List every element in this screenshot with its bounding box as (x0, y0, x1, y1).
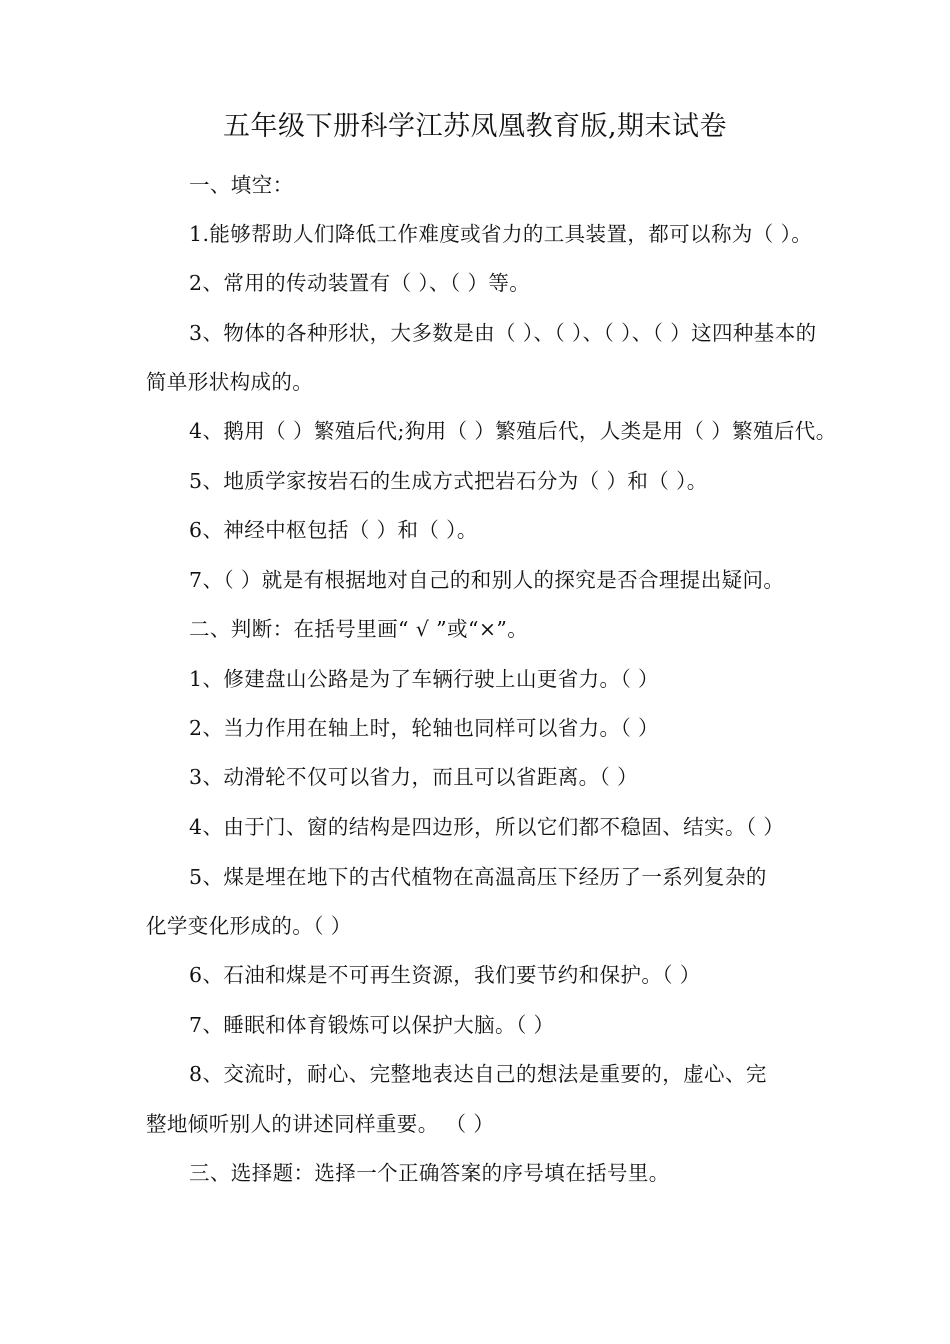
question-line: 8、交流时，耐心、完整地表达自己的想法是重要的，虚心、完 (189, 1062, 767, 1086)
question-line-continuation: 简单形状构成的。 (146, 370, 314, 394)
question-line: 6、石油和煤是不可再生资源，我们要节约和保护。（ ） (189, 963, 701, 987)
question-line: 1、修建盘山公路是为了车辆行驶上山更省力。（ ） (189, 667, 659, 691)
question-line: 3、物体的各种形状，大多数是由（ ）、（ ）、（ ）、（ ）这四种基本的 (189, 321, 817, 345)
question-line: 5、煤是埋在地下的古代植物在高温高压下经历了一系列复杂的 (189, 865, 767, 889)
question-line: 2、当力作用在轴上时，轮轴也同样可以省力。（ ） (189, 716, 659, 740)
question-line: 4、鹅用（ ）繁殖后代;狗用（ ）繁殖后代，人类是用（ ）繁殖后代。 (189, 419, 837, 443)
question-line-continuation: 整地倾听别人的讲述同样重要。 （ ） (146, 1112, 495, 1136)
question-line: 4、由于门、窗的结构是四边形，所以它们都不稳固、结实。（ ） (189, 815, 785, 839)
section-heading-fill-blank: 一、填空： (189, 173, 294, 197)
question-line: 7、睡眠和体育锻炼可以保护大脑。（ ） (189, 1013, 555, 1037)
question-line: 1.能够帮助人们降低工作难度或省力的工具装置，都可以称为（ ）。 (189, 222, 813, 246)
question-line: 2、常用的传动装置有（ ）、（ ）等。 (189, 271, 531, 295)
question-line-continuation: 化学变化形成的。（ ） (146, 914, 352, 938)
question-line: 6、神经中枢包括（ ）和（ ）。 (189, 518, 478, 542)
section-heading-true-false: 二、判断：在括号里画“ √ ”或“×”。 (189, 617, 529, 641)
document-title: 五年级下册科学江苏凤凰教育版,期末试卷 (222, 111, 728, 142)
section-heading-multiple-choice: 三、选择题：选择一个正确答案的序号填在括号里。 (189, 1161, 670, 1185)
question-line: 7、（ ）就是有根据地对自己的和别人的探究是否合理提出疑问。 (189, 568, 785, 592)
question-line: 3、动滑轮不仅可以省力，而且可以省距离。（ ） (189, 765, 639, 789)
question-line: 5、地质学家按岩石的生成方式把岩石分为（ ）和（ ）。 (189, 469, 708, 493)
